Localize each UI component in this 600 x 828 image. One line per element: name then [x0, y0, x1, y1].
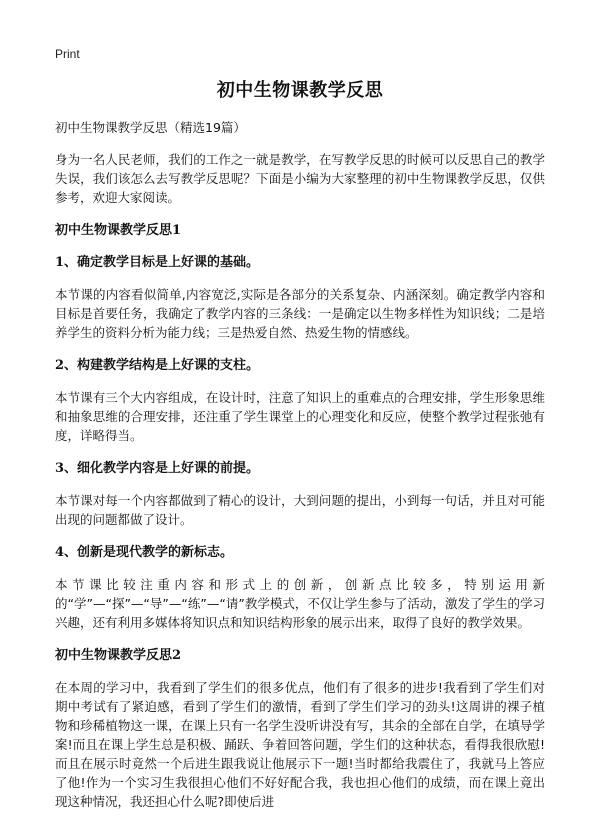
point-heading-3: 3、细化教学内容是上好课的前提。 — [55, 461, 260, 476]
point-heading-4: 4、创新是现代教学的新标志。 — [55, 545, 234, 560]
point-paragraph-2: 本节课有三个大内容组成，在设计时，注意了知识上的重难点的合理安排，学生形象思维和抽象思维的合理安排，还注重了学生课堂上的心理变化和反应，使整个教学过程张弛有度，详略得当。 — [55, 390, 545, 443]
section-2-paragraph: 在本周的学习中，我看到了学生们的很多优点，他们有了很多的进步!我看到了学生们对期中考试有了紧迫感，看到了学生们的激情，看到了学生们学习的劲头!这周讲的裸子植物和珍稀植物这一课，在课上只有一名学生没听讲没有写，其余的全部在自学，在填导学案!而且在课上学生总是积极、踊跃、争着回答问题，学生们的这种状态，看得我很欣慰!而且在展示时竟然一个后进生跟我说让他展示下一题!当时都给我震住了，我就马上答应了他!作为一个实习生我很担心他们不好好配合我，我也担心他们的成绩，而在课上竟出现这种情况，我还担心什么呢?即使后进 — [55, 680, 545, 809]
section-heading-2: 初中生物课教学反思2 — [55, 648, 182, 663]
point-paragraph-1: 本节课的内容看似简单,内容宽泛,实际是各部分的关系复杂、内涵深刻。确定教学内容和目标是首要任务，我确定了教学内容的三条线：一是确定以生物多样性为知识线；二是培养学生的资料分析为能力线；三是热爱自然、热爱生物的情感线。 — [55, 287, 545, 340]
page-title: 初中生物课教学反思 — [216, 80, 384, 101]
section-heading-1: 初中生物课教学反思1 — [55, 223, 182, 238]
intro-paragraph: 身为一名人民老师，我们的工作之一就是教学，在写教学反思的时候可以反思自己的教学失误，我们该怎么去写教学反思呢？下面是小编为大家整理的初中生物课教学反思，仅供参考，欢迎大家阅读。 — [55, 152, 545, 205]
point-paragraph-4: 本节课比较注重内容和形式上的创新，创新点比较多，特别运用新的“学”—“探”—“导”—“练”—“请”教学模式，不仅让学生参与了活动，激发了学生的学习兴趣，还有利用多媒体将知识点和知识结构形象的展示出来，取得了良好的教学效果。 — [55, 577, 545, 630]
print-link[interactable]: Print — [55, 47, 80, 61]
point-heading-2: 2、构建教学结构是上好课的支柱。 — [55, 358, 260, 373]
point-paragraph-3: 本节课对每一个内容都做到了精心的设计，大到问题的提出，小到每一句话，并且对可能出现的问题都做了设计。 — [55, 493, 545, 527]
point-heading-1: 1、确定教学目标是上好课的基础。 — [55, 255, 260, 270]
document-subtitle: 初中生物课教学反思（精选19篇） — [55, 120, 246, 135]
document-body — [55, 78, 545, 825]
